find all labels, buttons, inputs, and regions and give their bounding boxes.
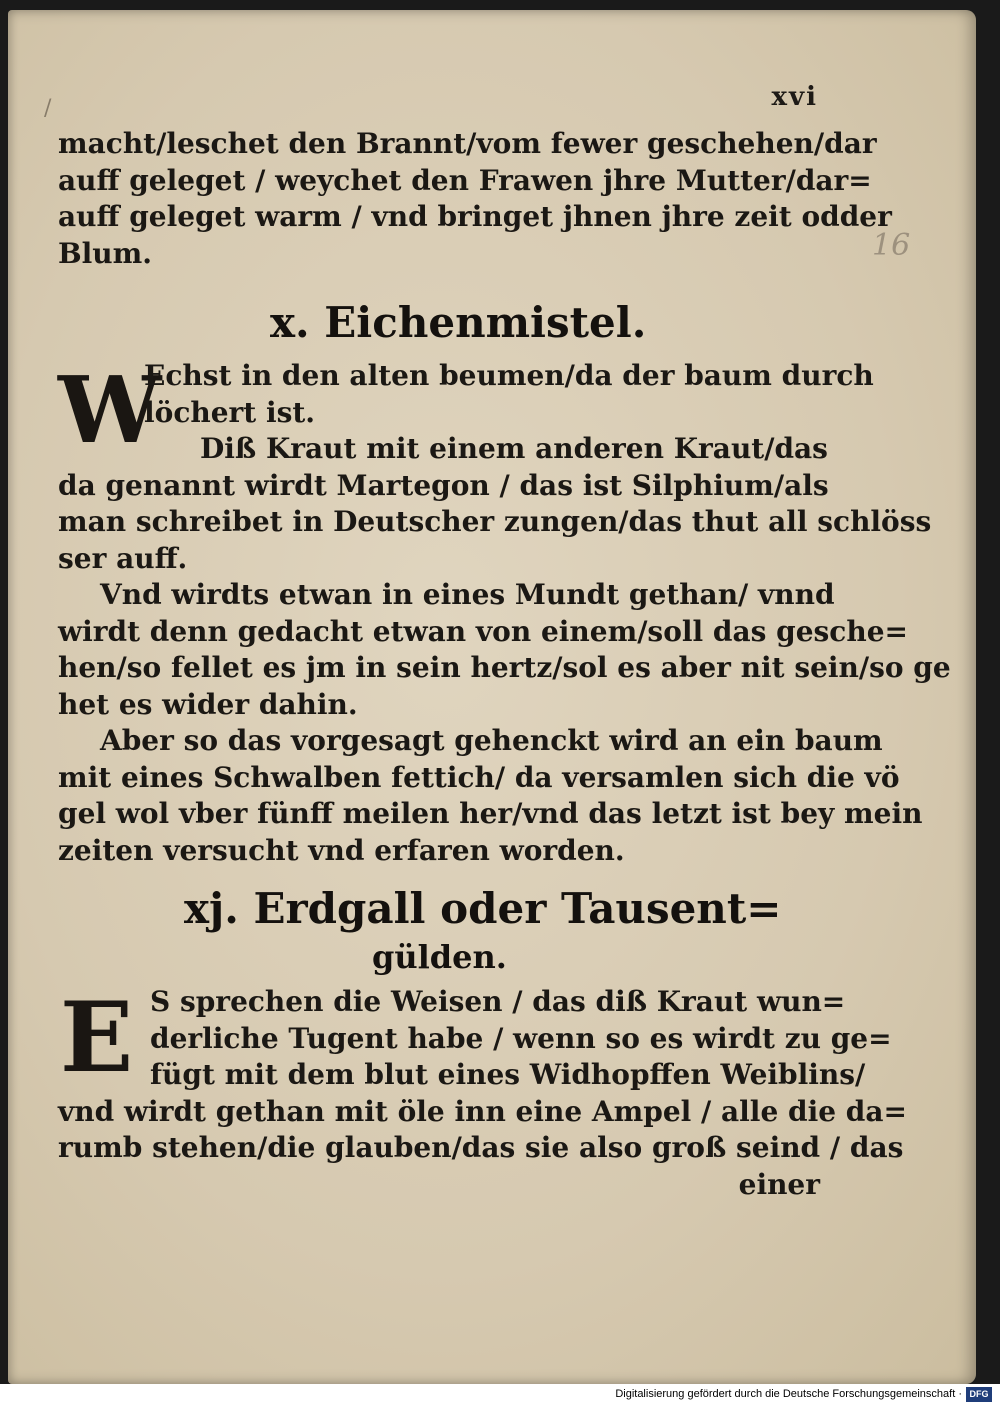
text-line: rumb stehen/die glauben/das sie also groß seind / das xyxy=(58,1131,904,1164)
text-line: auff geleget warm / vnd bringet jhnen jhre zeit odder xyxy=(58,200,892,233)
text-line: wirdt denn gedacht etwan von einem/soll das gesche= xyxy=(58,614,908,648)
page-number: xvi xyxy=(771,82,818,112)
text-line: S sprechen die Weisen / das diß Kraut wun= xyxy=(150,985,846,1018)
text-line: Diß Kraut mit einem anderen Kraut/das xyxy=(200,432,828,465)
text-line: vnd wirdt gethan mit öle inn eine Ampel / alle die da= xyxy=(58,1094,907,1128)
margin-tick-mark: / xyxy=(44,96,52,121)
text-line: fügt mit dem blut eines Widhopffen Weiblins/ xyxy=(150,1058,866,1091)
section-x-paragraph xyxy=(58,358,951,869)
text-line: mit eines Schwalben fettich/ da versamlen sich die vö xyxy=(58,760,900,794)
text-line: het es wider dahin. xyxy=(58,687,358,721)
section-xi-paragraph xyxy=(58,981,907,1203)
text-line: löchert ist. xyxy=(144,395,316,429)
text-line: Blum. xyxy=(58,236,153,270)
footer-credit: Digitalisierung gefördert durch die Deutsche Forschungsgemeinschaft · xyxy=(615,1388,962,1400)
dfg-logo-icon: DFG xyxy=(966,1387,992,1402)
footer-bar xyxy=(0,1384,1000,1406)
section-heading-xi-continued: gülden. xyxy=(372,938,507,976)
section-heading-xi: xj. Erdgall oder Tausent= xyxy=(184,884,782,933)
text-line: derliche Tugent habe / wenn so es wirdt zu ge= xyxy=(150,1021,892,1055)
text-line: Echst in den alten beumen/da der baum durch xyxy=(144,359,874,392)
text-line: macht/leschet den Brannt/vom fewer geschehen/dar xyxy=(58,127,877,160)
text-line: Aber so das vorgesagt gehenckt wird an ein baum xyxy=(100,724,883,757)
text-line: hen/so fellet es jm in sein hertz/sol es aber nit sein/so ge xyxy=(58,651,951,684)
decorated-initial-w: W xyxy=(58,356,162,464)
text-line: zeiten versucht vnd erfaren worden. xyxy=(58,833,625,867)
handwritten-margin-note: 16 xyxy=(872,228,911,263)
text-line: Vnd wirdts etwan in eines Mundt gethan/ vnnd xyxy=(100,578,835,611)
text-line: da genannt wirdt Martegon / das ist Silphium/als xyxy=(58,468,829,502)
section-heading-x: x. Eichenmistel. xyxy=(270,298,647,347)
decorated-initial-e: E xyxy=(60,981,134,1094)
text-line: ser auff. xyxy=(58,541,188,575)
text-line: man schreibet in Deutscher zungen/das thut all schlöss xyxy=(58,505,932,538)
text-line: auff geleget / weychet den Frawen jhre Mutter/dar= xyxy=(58,163,872,197)
text-line: gel wol vber fünff meilen her/vnd das letzt ist bey mein xyxy=(58,797,923,830)
catchword: einer xyxy=(738,1167,820,1201)
